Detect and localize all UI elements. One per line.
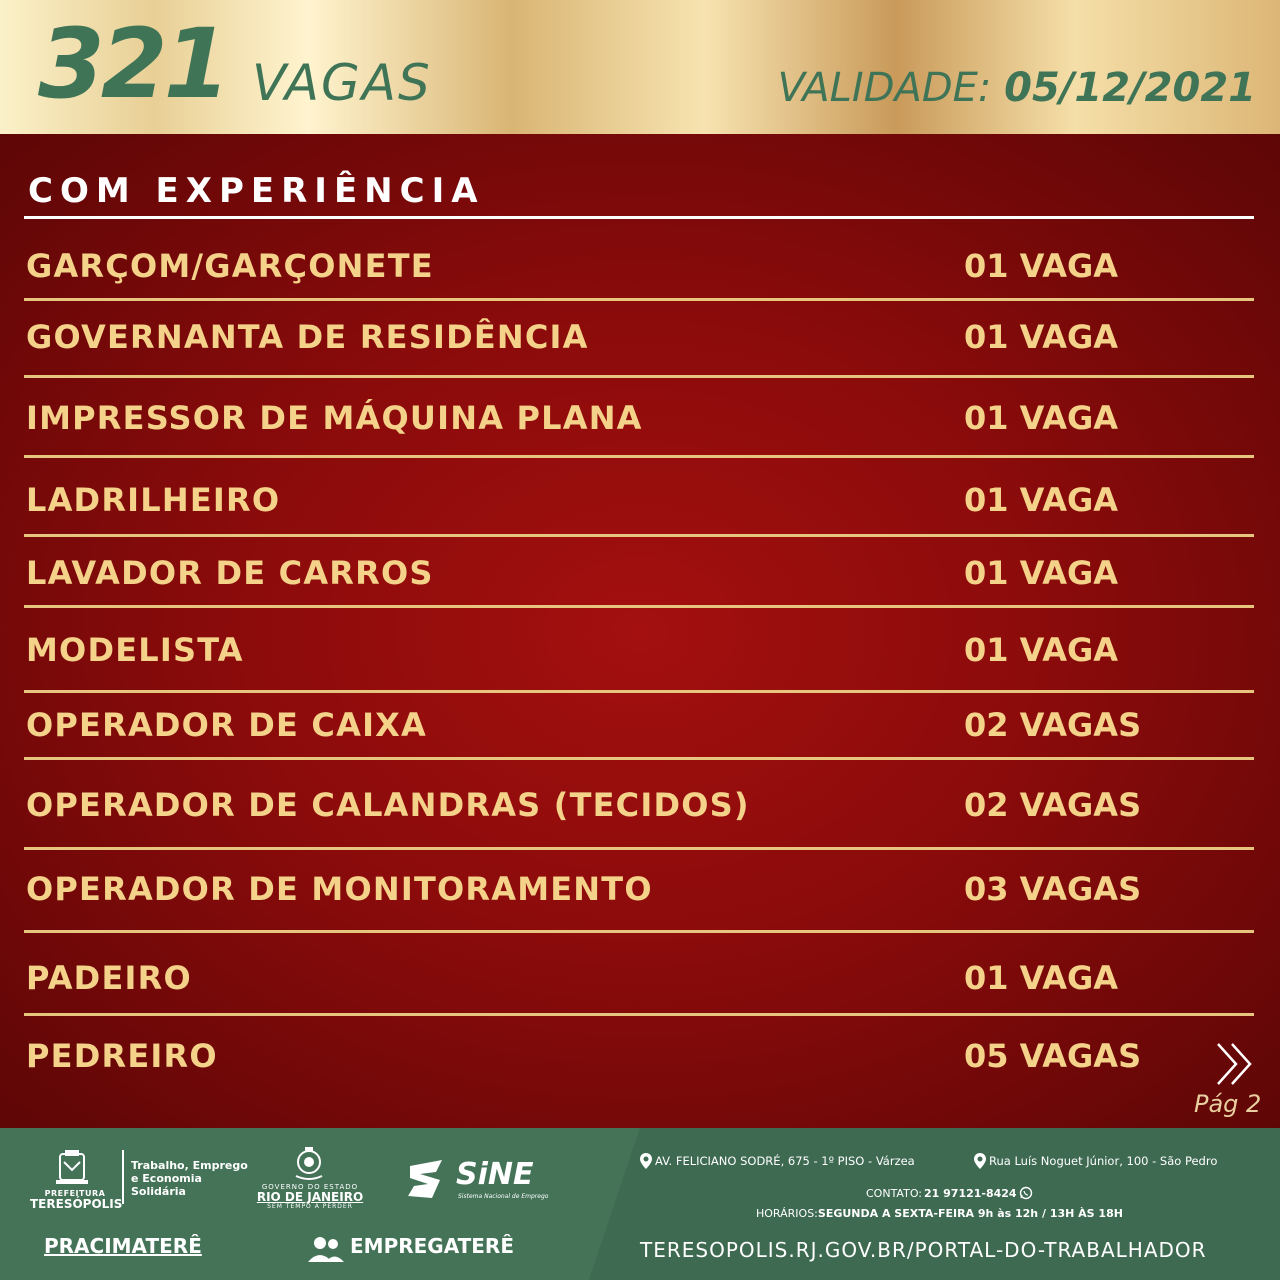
secretaria-label	[131, 1159, 251, 1198]
sine-logo-icon	[406, 1158, 454, 1200]
row-divider	[24, 534, 1254, 537]
job-title: PADEIRO	[26, 959, 192, 997]
job-vacancy-count: 01 VAGA	[964, 631, 1119, 669]
job-title: OPERADOR DE CALANDRAS (TECIDOS)	[26, 786, 750, 824]
job-vacancy-count: 03 VAGAS	[964, 870, 1142, 908]
prefeitura-crest-icon	[52, 1148, 92, 1186]
job-title: GOVERNANTA DE RESIDÊNCIA	[26, 318, 589, 356]
section-title: COM EXPERIÊNCIA	[28, 171, 485, 211]
job-row	[0, 317, 1280, 357]
gov-small-label: GOVERNO DO ESTADO	[261, 1183, 359, 1191]
double-chevron-right-icon[interactable]	[1212, 1040, 1260, 1088]
gov-state-name: RIO DE JANEIRO	[256, 1190, 364, 1204]
hours-value: SEGUNDA A SEXTA-FEIRA 9h às 12h / 13H ÀS 18H	[817, 1207, 1123, 1220]
job-vacancy-count: 02 VAGAS	[964, 706, 1142, 744]
secretaria-line: Trabalho, Emprego	[131, 1159, 248, 1172]
job-vacancy-count: 01 VAGA	[964, 959, 1119, 997]
sine-logo-text: SiNE	[456, 1157, 534, 1192]
pracimatere-logo: PRACIMATERÊ	[44, 1234, 202, 1258]
job-vacancy-count: 01 VAGA	[964, 554, 1119, 592]
job-vacancy-count: 05 VAGAS	[964, 1037, 1142, 1075]
job-vacancy-count: 02 VAGAS	[964, 786, 1142, 824]
total-vacancies-label: VAGAS	[252, 54, 432, 112]
job-vacancy-count: 01 VAGA	[964, 318, 1119, 356]
header-banner	[0, 0, 1280, 134]
prefeitura-name: TERESÓPOLIS	[30, 1197, 123, 1211]
prefeitura-small-label: PREFEITURA	[44, 1189, 106, 1198]
state-crest-icon	[292, 1146, 326, 1182]
row-divider	[24, 757, 1254, 760]
job-title: OPERADOR DE CAIXA	[26, 706, 428, 744]
row-divider	[24, 375, 1254, 378]
section-divider	[24, 216, 1254, 219]
secretaria-line: Solidária	[131, 1185, 186, 1198]
job-vacancy-count: 01 VAGA	[964, 399, 1119, 437]
validity-label: VALIDADE:	[777, 65, 992, 111]
logo-divider	[122, 1150, 124, 1204]
whatsapp-icon	[1019, 1186, 1033, 1200]
secretaria-line: e Economia	[131, 1172, 202, 1185]
validity-date: 05/12/2021	[1004, 65, 1256, 111]
row-divider	[24, 298, 1254, 301]
job-row	[0, 398, 1280, 438]
job-row	[0, 958, 1280, 998]
row-divider	[24, 930, 1254, 933]
job-title: LAVADOR DE CARROS	[26, 554, 434, 592]
gov-tagline: SEM TEMPO A PERDER	[267, 1203, 353, 1210]
job-vacancy-count: 01 VAGA	[964, 247, 1119, 285]
job-title: PEDREIRO	[26, 1037, 218, 1075]
row-divider	[24, 1013, 1254, 1016]
validity	[777, 65, 1256, 111]
job-row	[0, 553, 1280, 593]
total-vacancies-count: 321	[38, 8, 227, 120]
sine-subtitle: Sistema Nacional de Emprego	[458, 1193, 549, 1200]
address-2-text: Rua Luís Noguet Júnior, 100 - São Pedro	[989, 1154, 1218, 1168]
row-divider	[24, 605, 1254, 608]
job-row	[0, 869, 1280, 909]
job-title: OPERADOR DE MONITORAMENTO	[26, 870, 653, 908]
map-pin-icon	[974, 1153, 986, 1169]
row-divider	[24, 690, 1254, 693]
address-2	[974, 1153, 1217, 1169]
page-label: Pág 2	[1194, 1090, 1262, 1118]
job-title: GARÇOM/GARÇONETE	[26, 247, 434, 285]
people-icon	[306, 1234, 346, 1264]
state-government-logo	[254, 1184, 366, 1210]
address-1-text: AV. FELICIANO SODRÉ, 675 - 1º PISO - Várzea	[655, 1154, 915, 1168]
row-divider	[24, 847, 1254, 850]
job-row	[0, 246, 1280, 286]
job-title: LADRILHEIRO	[26, 481, 281, 519]
website-link[interactable]: TERESOPOLIS.RJ.GOV.BR/PORTAL-DO-TRABALHADOR	[640, 1238, 1207, 1262]
contact-label: CONTATO:	[866, 1186, 922, 1200]
hours-label: HORÁRIOS:	[756, 1207, 818, 1220]
contact-phone[interactable]: 21 97121-8424	[924, 1186, 1017, 1200]
contact	[866, 1186, 1033, 1200]
job-row	[0, 705, 1280, 745]
map-pin-icon	[640, 1153, 652, 1169]
job-title: IMPRESSOR DE MÁQUINA PLANA	[26, 399, 643, 437]
job-row	[0, 785, 1280, 825]
job-title: MODELISTA	[26, 631, 244, 669]
job-row	[0, 630, 1280, 670]
empregatere-logo: EMPREGATERÊ	[350, 1234, 514, 1258]
job-row	[0, 480, 1280, 520]
job-vacancy-count: 01 VAGA	[964, 481, 1119, 519]
job-row	[0, 1036, 1280, 1076]
opening-hours	[756, 1207, 1123, 1220]
address-1	[640, 1153, 915, 1169]
row-divider	[24, 455, 1254, 458]
prefeitura-logo	[30, 1189, 123, 1211]
